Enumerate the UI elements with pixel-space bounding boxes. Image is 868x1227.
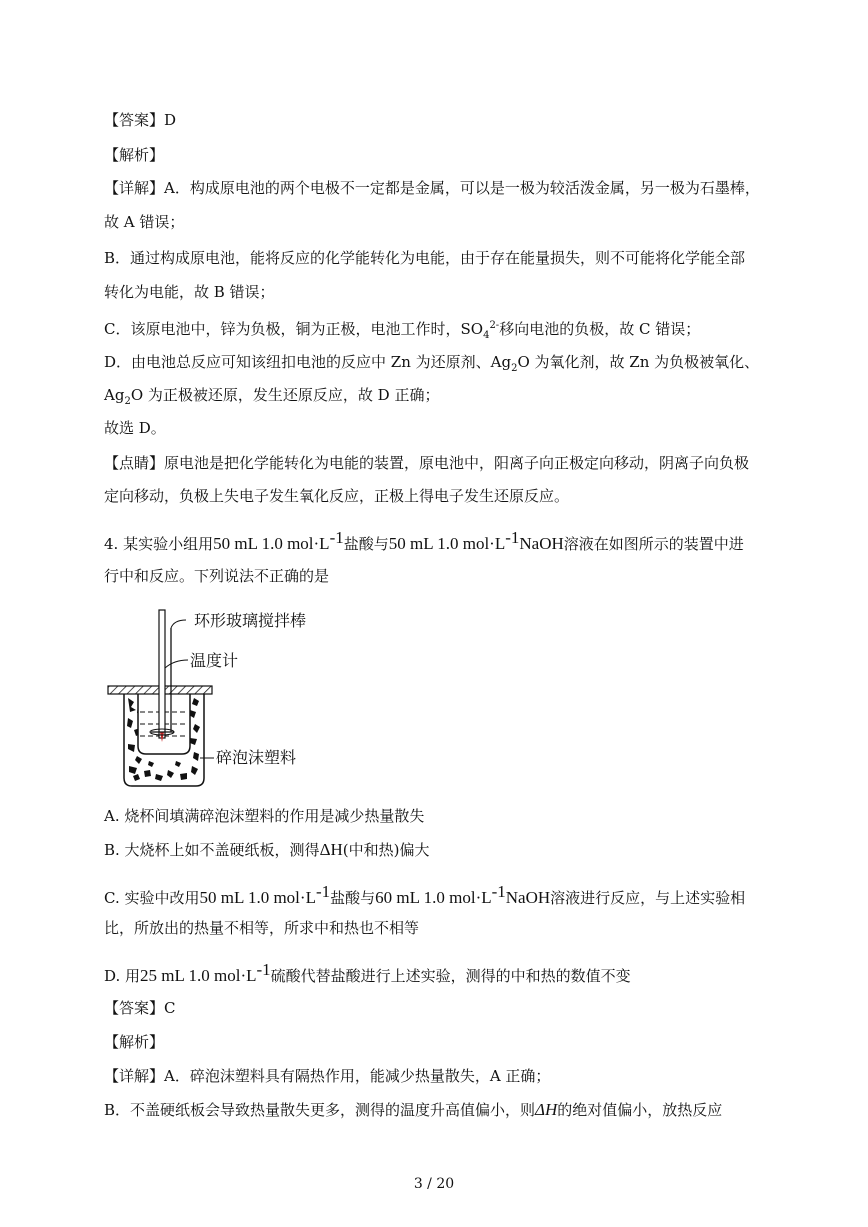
page-number: 3 / 20 bbox=[413, 1176, 455, 1192]
option-d-text: D. 用 bbox=[104, 967, 141, 985]
q4-stem-a: 4. 某实验小组用 bbox=[104, 535, 214, 553]
detail-d-line1 bbox=[104, 352, 759, 379]
option-c-math-2-tail: NaOH bbox=[505, 888, 551, 907]
label-stirrer: 环形玻璃搅拌棒 bbox=[194, 611, 307, 630]
q4-detail-b bbox=[104, 1100, 722, 1120]
label-foam: 碎泡沫塑料 bbox=[216, 748, 297, 767]
option-c-mid: 盐酸与 bbox=[330, 889, 376, 907]
q4-math-2-tail: NaOH bbox=[519, 534, 564, 553]
option-c-text-end: 溶液进行反应，与上述实验相 bbox=[550, 889, 746, 907]
option-c-line1 bbox=[104, 882, 745, 908]
detail-c-line bbox=[104, 316, 700, 346]
q4-detail-b-text-end: 的绝对值偏小，放热反应 bbox=[557, 1101, 723, 1119]
q4-math-2-sup: -1 bbox=[505, 528, 520, 547]
thermo-leader bbox=[165, 660, 188, 668]
q4-stem-line1 bbox=[104, 528, 744, 554]
q4-answer-label: 【答案】C bbox=[104, 999, 176, 1017]
detail-d-sub: 2 bbox=[511, 363, 518, 374]
option-c-text: C. 实验中改用 bbox=[104, 889, 200, 907]
q4-detail-b-math: ΔH bbox=[535, 1100, 558, 1119]
detail-c-sup: 2- bbox=[489, 320, 500, 331]
detail-d-line2 bbox=[104, 385, 439, 412]
option-d bbox=[104, 960, 631, 986]
q4-stem-line2: 行中和反应。下列说法不正确的是 bbox=[104, 567, 330, 585]
comment-line1: 【点睛】原电池是把化学能转化为电能的装置，原电池中，阳离子向正极定向移动，阴离子向负极 bbox=[104, 454, 750, 472]
option-b bbox=[104, 840, 430, 860]
detail-d-text: D．由电池总反应可知该纽扣电池的反应中 Zn 为还原剂、Ag bbox=[104, 353, 512, 371]
detail-c-sub: 4 bbox=[483, 330, 490, 341]
option-b-text: B. 大烧杯上如不盖硬纸板，测得 bbox=[104, 841, 320, 859]
option-b-text-end: (中和热)偏大 bbox=[342, 841, 430, 859]
comment-line2: 定向移动，负极上失电子发生氧化反应，正极上得电子发生还原反应。 bbox=[104, 487, 570, 505]
q4-math-1-sup: -1 bbox=[329, 528, 344, 547]
option-c-math-1: 50 mL 1.0 mol·L bbox=[199, 888, 316, 907]
detail-a-line1: 【详解】A．构成原电池的两个电极不一定都是金属，可以是一极为较活泼金属，另一极为石墨棒， bbox=[104, 179, 760, 197]
option-c-math-2: 60 mL 1.0 mol·L bbox=[375, 888, 492, 907]
detail-c-text: C．该原电池中，锌为负极，铜为正极，电池工作时，SO bbox=[104, 320, 484, 338]
q4-stem-c: 溶液在如图所示的装置中进 bbox=[563, 535, 744, 553]
q4-math-2: 50 mL 1.0 mol·L bbox=[388, 534, 506, 553]
detail-d-text-end: O 为氧化剂，故 Zn 为负极被氧化、 bbox=[517, 353, 760, 371]
q4-detail-a: 【详解】A．碎泡沫塑料具有隔热作用，能减少热量散失，A 正确； bbox=[104, 1067, 551, 1085]
detail-a-line2: 故 A 错误； bbox=[104, 213, 185, 231]
detail-d2-text: Ag bbox=[104, 386, 125, 404]
q4-stem-b: 盐酸与 bbox=[343, 535, 389, 553]
option-d-math: 25 mL 1.0 mol·L bbox=[140, 966, 257, 985]
detail-b-line1: B．通过构成原电池，能将反应的化学能转化为电能，由于存在能量损失，则不可能将化学能全部 bbox=[104, 249, 746, 267]
option-b-math: ΔH bbox=[319, 840, 343, 859]
option-d-text-end: 硫酸代替盐酸进行上述实验，测得的中和热的数值不变 bbox=[270, 967, 631, 985]
detail-d2-text-end: O 为正极被还原，发生还原反应，故 D 正确； bbox=[130, 386, 440, 404]
option-d-math-sup: -1 bbox=[256, 960, 271, 979]
detail-d2-sub: 2 bbox=[124, 396, 131, 407]
detail-c-text-end: 移向电池的负极，故 C 错误； bbox=[499, 320, 701, 338]
q4-analysis-label: 【解析】 bbox=[104, 1033, 165, 1051]
option-c-math-2-sup: -1 bbox=[491, 882, 506, 901]
calorimeter-figure bbox=[104, 606, 344, 796]
option-c-math-1-sup: -1 bbox=[315, 882, 331, 901]
choose-line: 故选 D。 bbox=[104, 419, 166, 437]
q4-math-1: 50 mL 1.0 mol·L bbox=[213, 534, 330, 553]
analysis-label: 【解析】 bbox=[104, 146, 165, 164]
stirrer-leader bbox=[171, 620, 186, 628]
q4-detail-b-text: B．不盖硬纸板会导致热量散失更多，测得的温度升高值偏小，则 bbox=[104, 1101, 536, 1119]
thermometer bbox=[159, 610, 165, 738]
option-c-line2: 比，所放出的热量不相等，所求中和热也不相等 bbox=[104, 919, 420, 937]
label-thermometer: 温度计 bbox=[190, 651, 239, 670]
detail-b-line2: 转化为电能，故 B 错误； bbox=[104, 283, 275, 301]
answer-label: 【答案】D bbox=[104, 111, 177, 129]
option-a: A. 烧杯间填满碎泡沫塑料的作用是减少热量散失 bbox=[104, 807, 425, 825]
